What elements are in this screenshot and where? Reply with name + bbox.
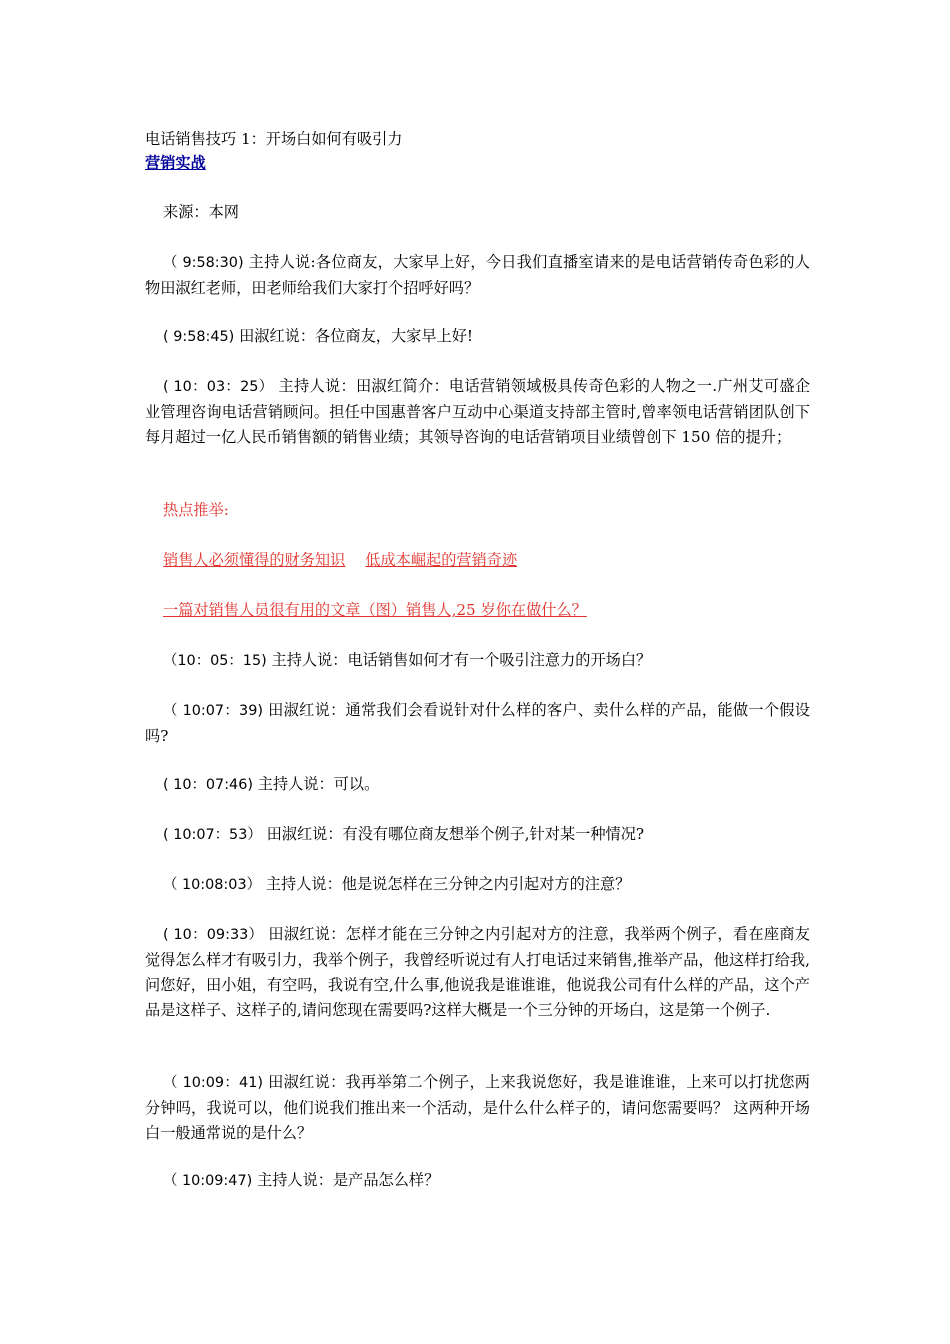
paragraph-1 [145, 250, 810, 301]
timestamp: （ 10:08:03） [163, 877, 261, 893]
hot-label: 热点推举: [163, 501, 229, 519]
source-line: 来源：本网 [163, 203, 239, 221]
paragraph-text: 田淑红说：有没有哪位商友想举个例子,针对某一种情况? [261, 825, 645, 843]
paragraph-text: 主持人说：他是说怎样在三分钟之内引起对方的注意？ [261, 875, 631, 893]
timestamp: （ 10:09：41) [163, 1075, 263, 1091]
paragraph-text: 田淑红说：各位商友，大家早上好! [234, 327, 474, 345]
paragraph-7 [145, 822, 810, 848]
paragraph-6 [145, 772, 810, 798]
paragraph-text: 田淑红说：我再举第二个例子，上来我说您好，我是谁谁谁，上来可以打扰您两分钟吗，我说可以，他们说我们推出来一个活动，是什么什么样子的，请问您需要吗？ 这两种开场白一般通常说的是什么？ [145, 1073, 810, 1142]
timestamp: ( 10：09:33） [163, 927, 264, 943]
paragraph-9 [145, 922, 810, 1023]
document-title: 电话销售技巧 1：开场白如何有吸引力 [145, 130, 403, 148]
paragraph-2 [145, 324, 810, 350]
paragraph-4 [145, 648, 810, 674]
paragraph-text: 主持人说:各位商友，大家早上好，今日我们直播室请来的是电话营销传奇色彩的人物田淑红老师，田老师给我们大家打个招呼好吗？ [145, 253, 810, 297]
hot-link-4[interactable]: 销售人,25 岁你在做什么？ [406, 601, 587, 619]
paragraph-8 [145, 872, 810, 898]
hot-links-row-1 [145, 548, 810, 573]
paragraph-text: 主持人说：是产品怎么样？ [252, 1171, 440, 1189]
paragraph-10 [145, 1070, 810, 1146]
timestamp: ( 10：07:46) [163, 777, 253, 793]
category-link[interactable]: 营销实战 [145, 154, 206, 172]
timestamp: （ 10:07：39) [163, 703, 263, 719]
timestamp: （10：05：15) [163, 653, 267, 669]
paragraph-11 [145, 1168, 810, 1194]
timestamp: （ 9:58:30) [163, 255, 244, 271]
paragraph-text: 主持人说：可以。 [252, 775, 380, 793]
paragraph-text: 田淑红说：怎样才能在三分钟之内引起对方的注意，我举两个例子，看在座商友觉得怎么样才有吸引力，我举个例子，我曾经听说过有人打电话过来销售,推举产品，他这样打给我,问您好，田小姐，有空吗，我说有空,什么事,他说我是谁谁谁，他说我公司有什么样的产品，这个产品是这样子、这样子的,请问您现在需要吗?这样大概是一个三分钟的开场白，这是第一个例子. [145, 925, 810, 1019]
hot-link-2[interactable]: 低成本崛起的营销奇迹 [365, 551, 518, 569]
hot-links-row-2 [145, 598, 810, 623]
timestamp: （ 10:09:47) [163, 1173, 253, 1189]
paragraph-text: 田淑红说：通常我们会看说针对什么样的客户、卖什么样的产品，能做一个假设吗? [145, 701, 810, 745]
hot-link-3[interactable]: 一篇对销售人员很有用的文章（图） [163, 601, 406, 619]
timestamp: ( 9:58:45) [163, 329, 235, 345]
paragraph-3 [145, 374, 810, 450]
hot-link-1[interactable]: 销售人必须懂得的财务知识 [163, 551, 346, 569]
timestamp: ( 10:07：53） [163, 827, 262, 843]
paragraph-text: 主持人说：电话销售如何才有一个吸引注意力的开场白？ [266, 651, 652, 669]
paragraph-text: 主持人说：田淑红简介：电话营销领域极具传奇色彩的人物之一.广州艾可盛企业管理咨询电话营销顾问。担任中国惠普客户互动中心渠道支持部主管时,曾率领电话营销团队创下每月超过一亿人民币销售额的销售业绩；其领导咨询的电话营销项目业绩曾创下 150 倍的提升； [145, 377, 811, 446]
timestamp: ( 10：03：25） [163, 379, 274, 395]
paragraph-5 [145, 698, 810, 749]
